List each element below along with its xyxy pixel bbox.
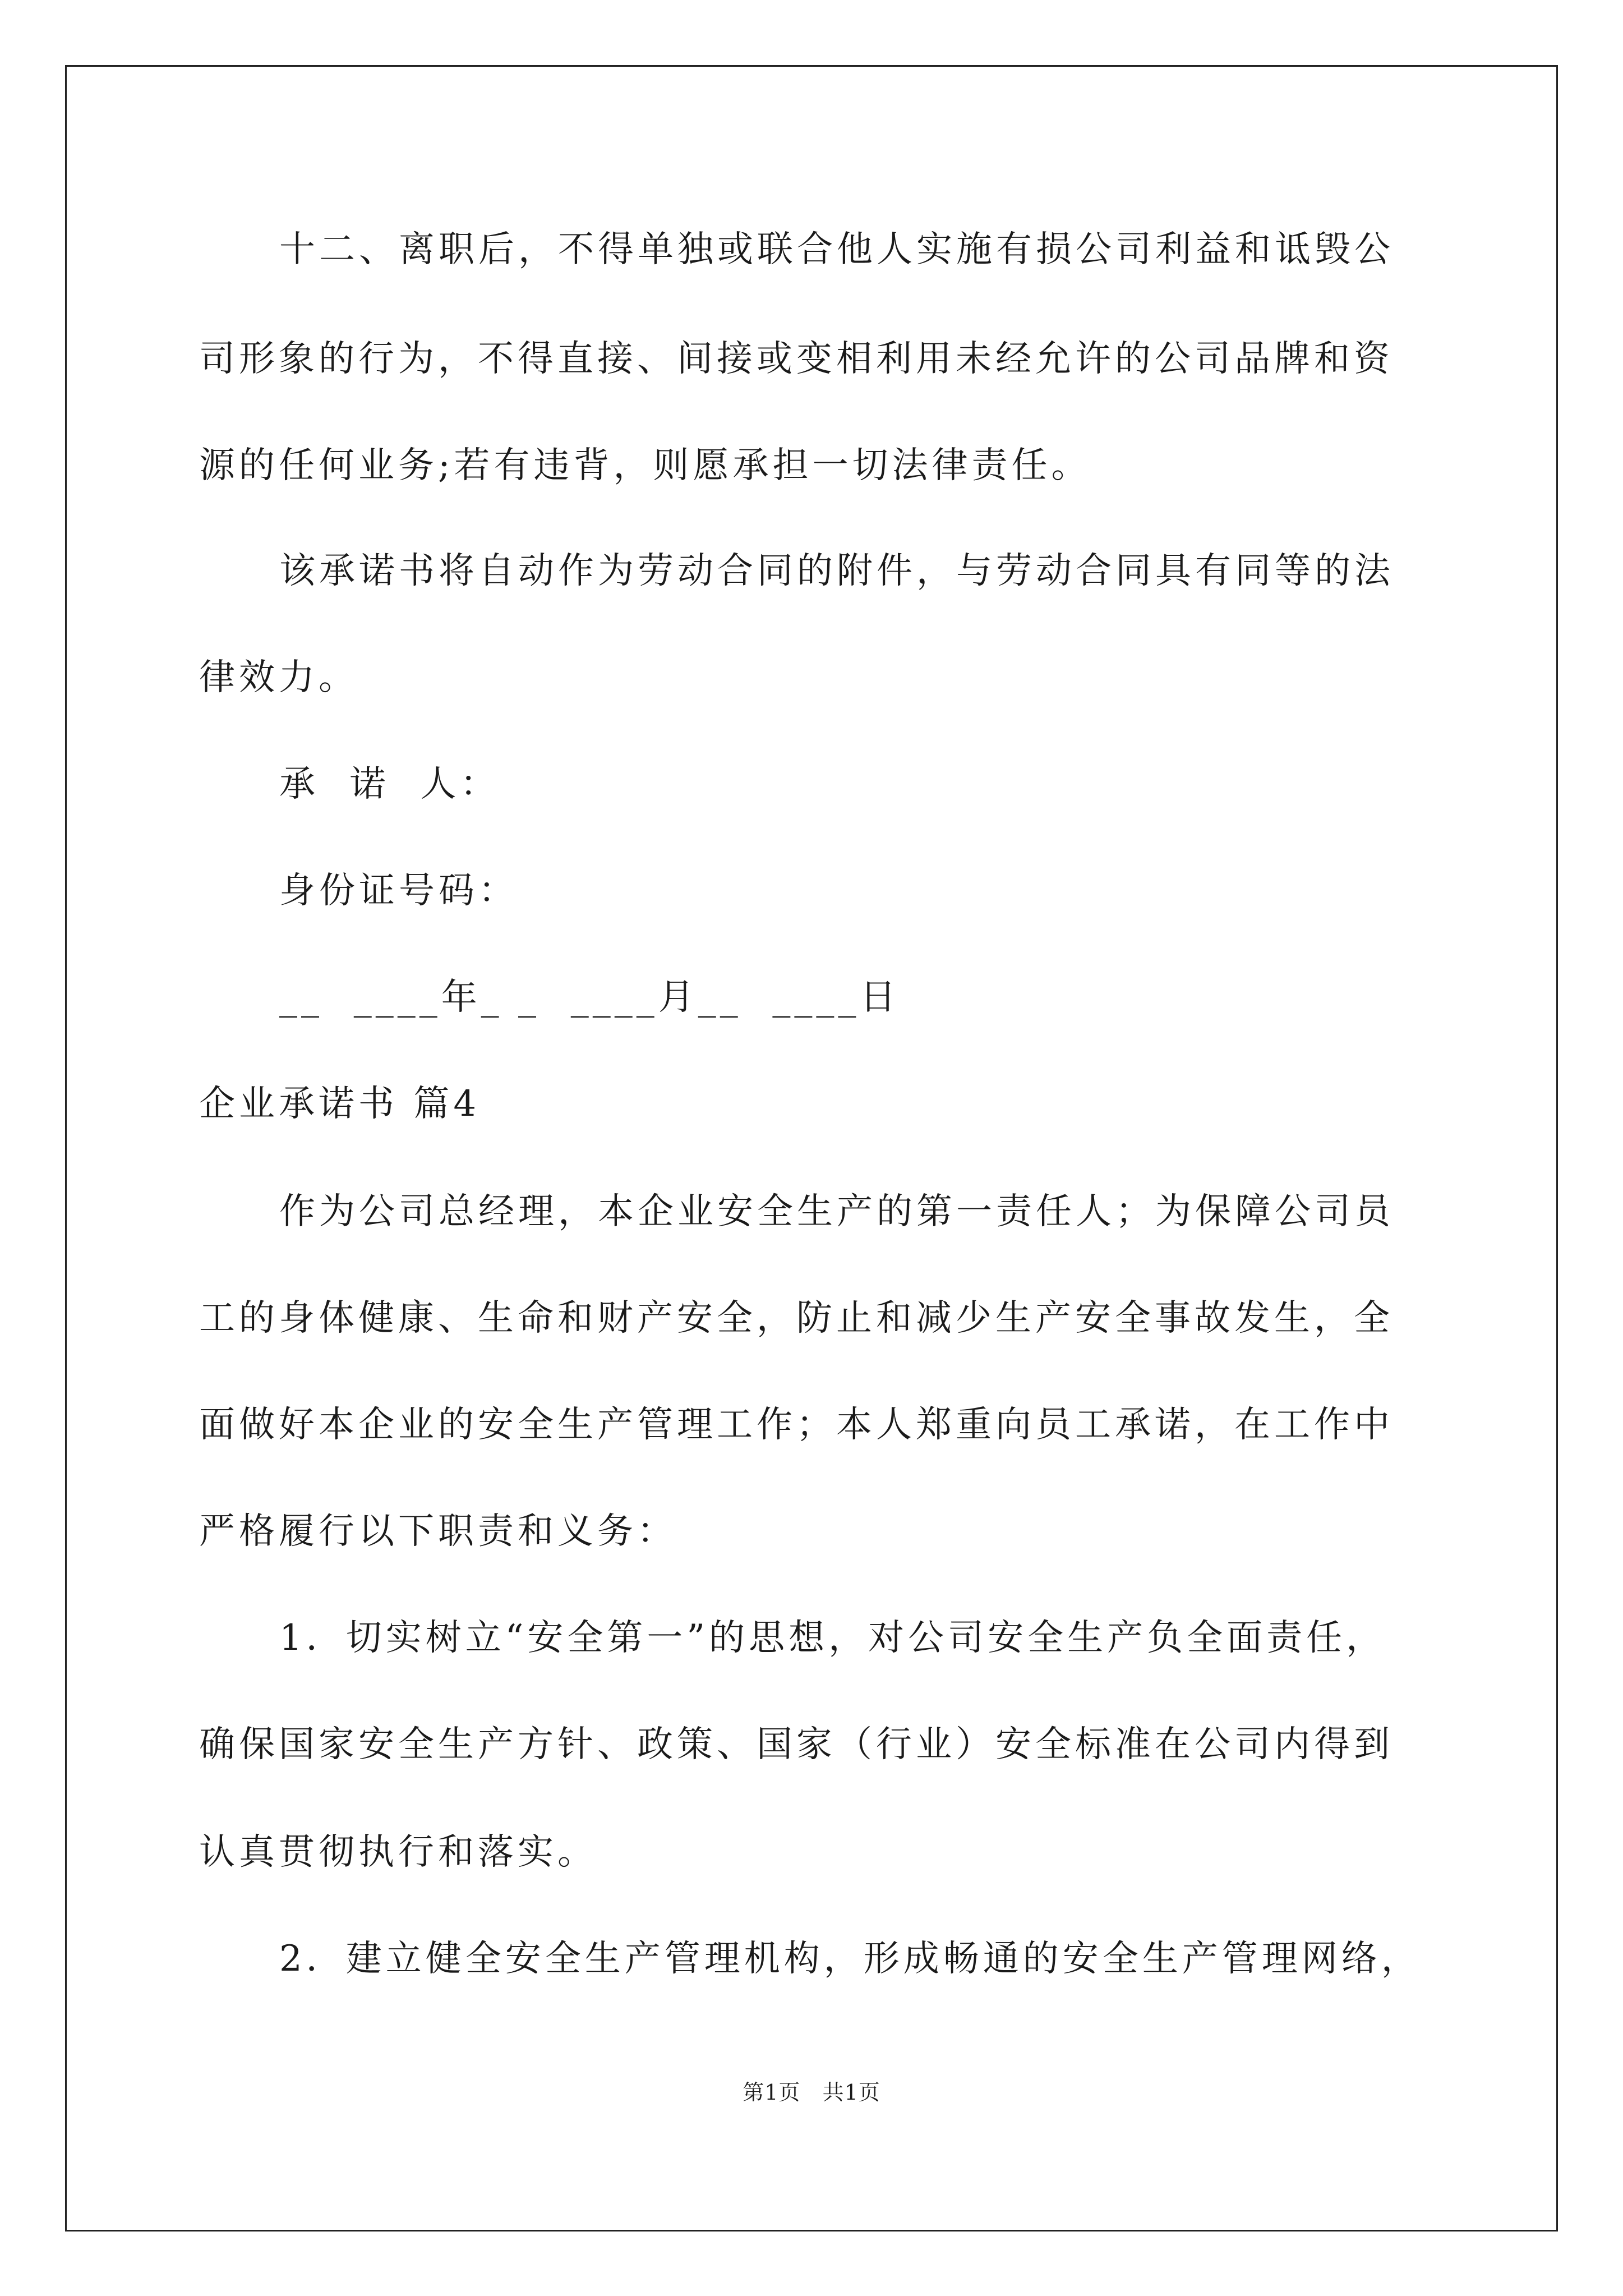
text-line: 律效力。 [199,657,358,698]
text-line: 认真贯彻执行和落实。 [199,1832,597,1873]
text-line: 作为公司总经理，本企业安全生产的第一责任人；为保障公司员 [279,1191,1394,1232]
text-line: 工的身体健康、生命和财产安全，防止和减少生产安全事故发生，全 [199,1297,1394,1339]
text-line: 该承诺书将自动作为劳动合同的附件，与劳动合同具有同等的法 [279,550,1394,592]
page-border [65,65,1558,2231]
text-line: 2．建立健全安全生产管理机构，形成畅通的安全生产管理网络， [279,1938,1421,1980]
page-footer: 第1页 共1页 [743,2080,880,2105]
text-line: 严格履行以下职责和义务： [199,1511,677,1552]
text-line: 十二、离职后，不得单独或联合他人实施有损公司利益和诋毁公 [279,229,1394,270]
text-line: 面做好本企业的安全生产管理工作；本人郑重向员工承诺，在工作中 [199,1404,1394,1446]
text-line: 确保国家安全生产方针、政策、国家（行业）安全标准在公司内得到 [199,1724,1394,1765]
text-line: 司形象的行为，不得直接、间接或变相利用未经允许的公司品牌和资 [199,338,1394,380]
signer-label: 承 诺 人： [279,763,500,805]
date-line: __ ____年_ _ ____月__ ____日 [279,977,900,1018]
section-heading: 企业承诺书 篇4 [199,1083,481,1125]
text-line: 1．切实树立“安全第一”的思想，对公司安全生产负全面责任， [279,1617,1386,1659]
text-line: 源的任何业务;若有违背，则愿承担一切法律责任。 [199,445,1091,486]
id-number-label: 身份证号码： [279,870,518,912]
